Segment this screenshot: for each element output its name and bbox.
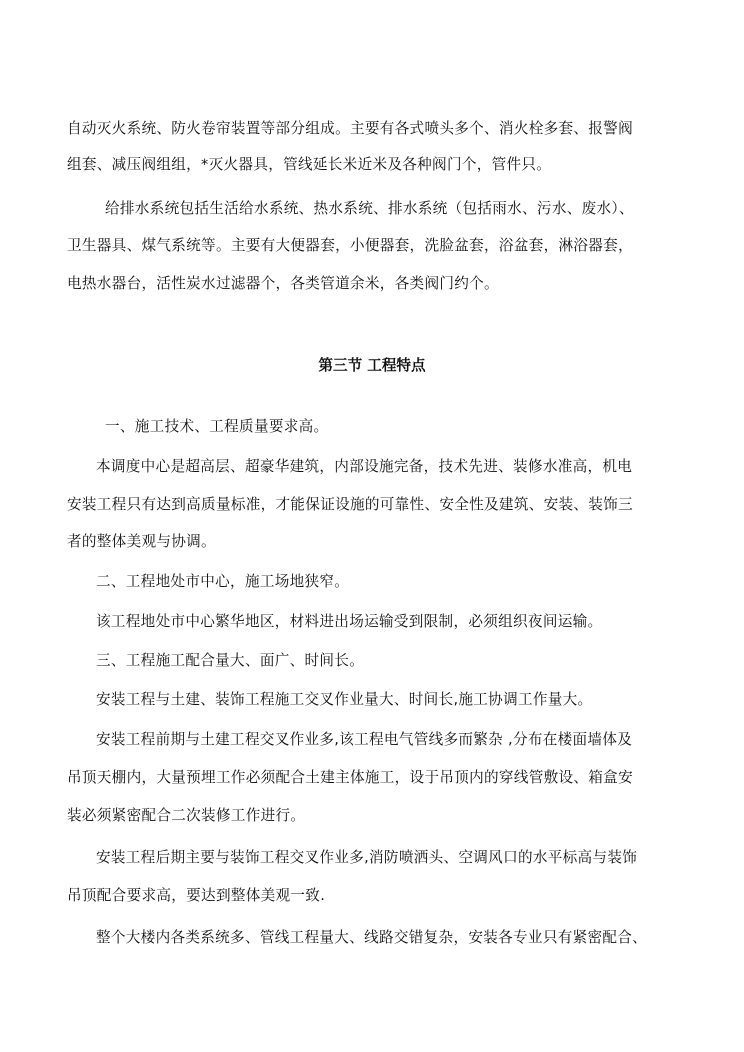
paragraph-6-line-1: 安装工程前期与土建工程交叉作业多,该工程电气管线多而繁杂 ,分布在楼面墙体及 — [96, 731, 633, 748]
paragraph-1-line-1: 自动灭火系统、防火卷帘装置等部分组成。主要有各式喷头多个、消火栓多套、报警阀 — [67, 120, 633, 137]
paragraph-8-line-1: 整个大楼内各类系统多、管线工程量大、线路交错复杂，安装各专业只有紧密配合、 — [96, 929, 648, 946]
paragraph-6-line-2: 吊顶天棚内，大量预埋工作必须配合土建主体施工，设于吊顶内的穿线管敷设、箱盒安 — [67, 769, 633, 786]
paragraph-2-line-1: 给排水系统包括生活给水系统、热水系统、排水系统（包括雨水、污水、废水）、 — [105, 200, 634, 217]
paragraph-3-line-1: 本调度中心是超高层、超豪华建筑，内部设施完备，技术先进、装修水准高，机电 — [96, 458, 633, 475]
paragraph-5: 安装工程与土建、装饰工程施工交叉作业量大、时间长,施工协调工作量大。 — [96, 691, 593, 708]
section-title: 第三节 工程特点 — [318, 357, 426, 374]
point-3-heading: 三、工程施工配合量大、面广、时间长。 — [96, 652, 365, 669]
paragraph-1-line-2: 组套、减压阀组组，*灭火器具，管线延长米近米及各种阀门个，管件只。 — [67, 156, 552, 173]
point-2-heading: 二、工程地处市中心，施工场地狭窄。 — [96, 573, 350, 590]
paragraph-6-line-3: 装必须紧密配合二次装修工作进行。 — [67, 807, 306, 824]
paragraph-3-line-3: 者的整体美观与协调。 — [67, 533, 216, 550]
paragraph-4: 该工程地处市中心繁华地区，材料进出场运输受到限制，必须组织夜间运输。 — [96, 613, 603, 630]
point-1-heading: 一、施工技术、工程质量要求高。 — [105, 418, 329, 435]
paragraph-7-line-1: 安装工程后期主要与装饰工程交叉作业多,消防喷洒头、空调风口的水平标高与装饰 — [96, 849, 638, 866]
paragraph-2-line-3: 电热水器台，活性炭水过滤器个，各类管道余米，各类阀门约个。 — [67, 275, 499, 292]
paragraph-7-line-2: 吊顶配合要求高，要达到整体美观一致. — [67, 887, 326, 904]
paragraph-3-line-2: 安装工程只有达到高质量标准，才能保证设施的可靠性、安全性及建筑、安装、装饰三 — [67, 496, 633, 513]
paragraph-2-line-2: 卫生器具、煤气系统等。主要有大便器套，小便器套，洗脸盆套，浴盆套，淋浴器套， — [67, 237, 633, 254]
